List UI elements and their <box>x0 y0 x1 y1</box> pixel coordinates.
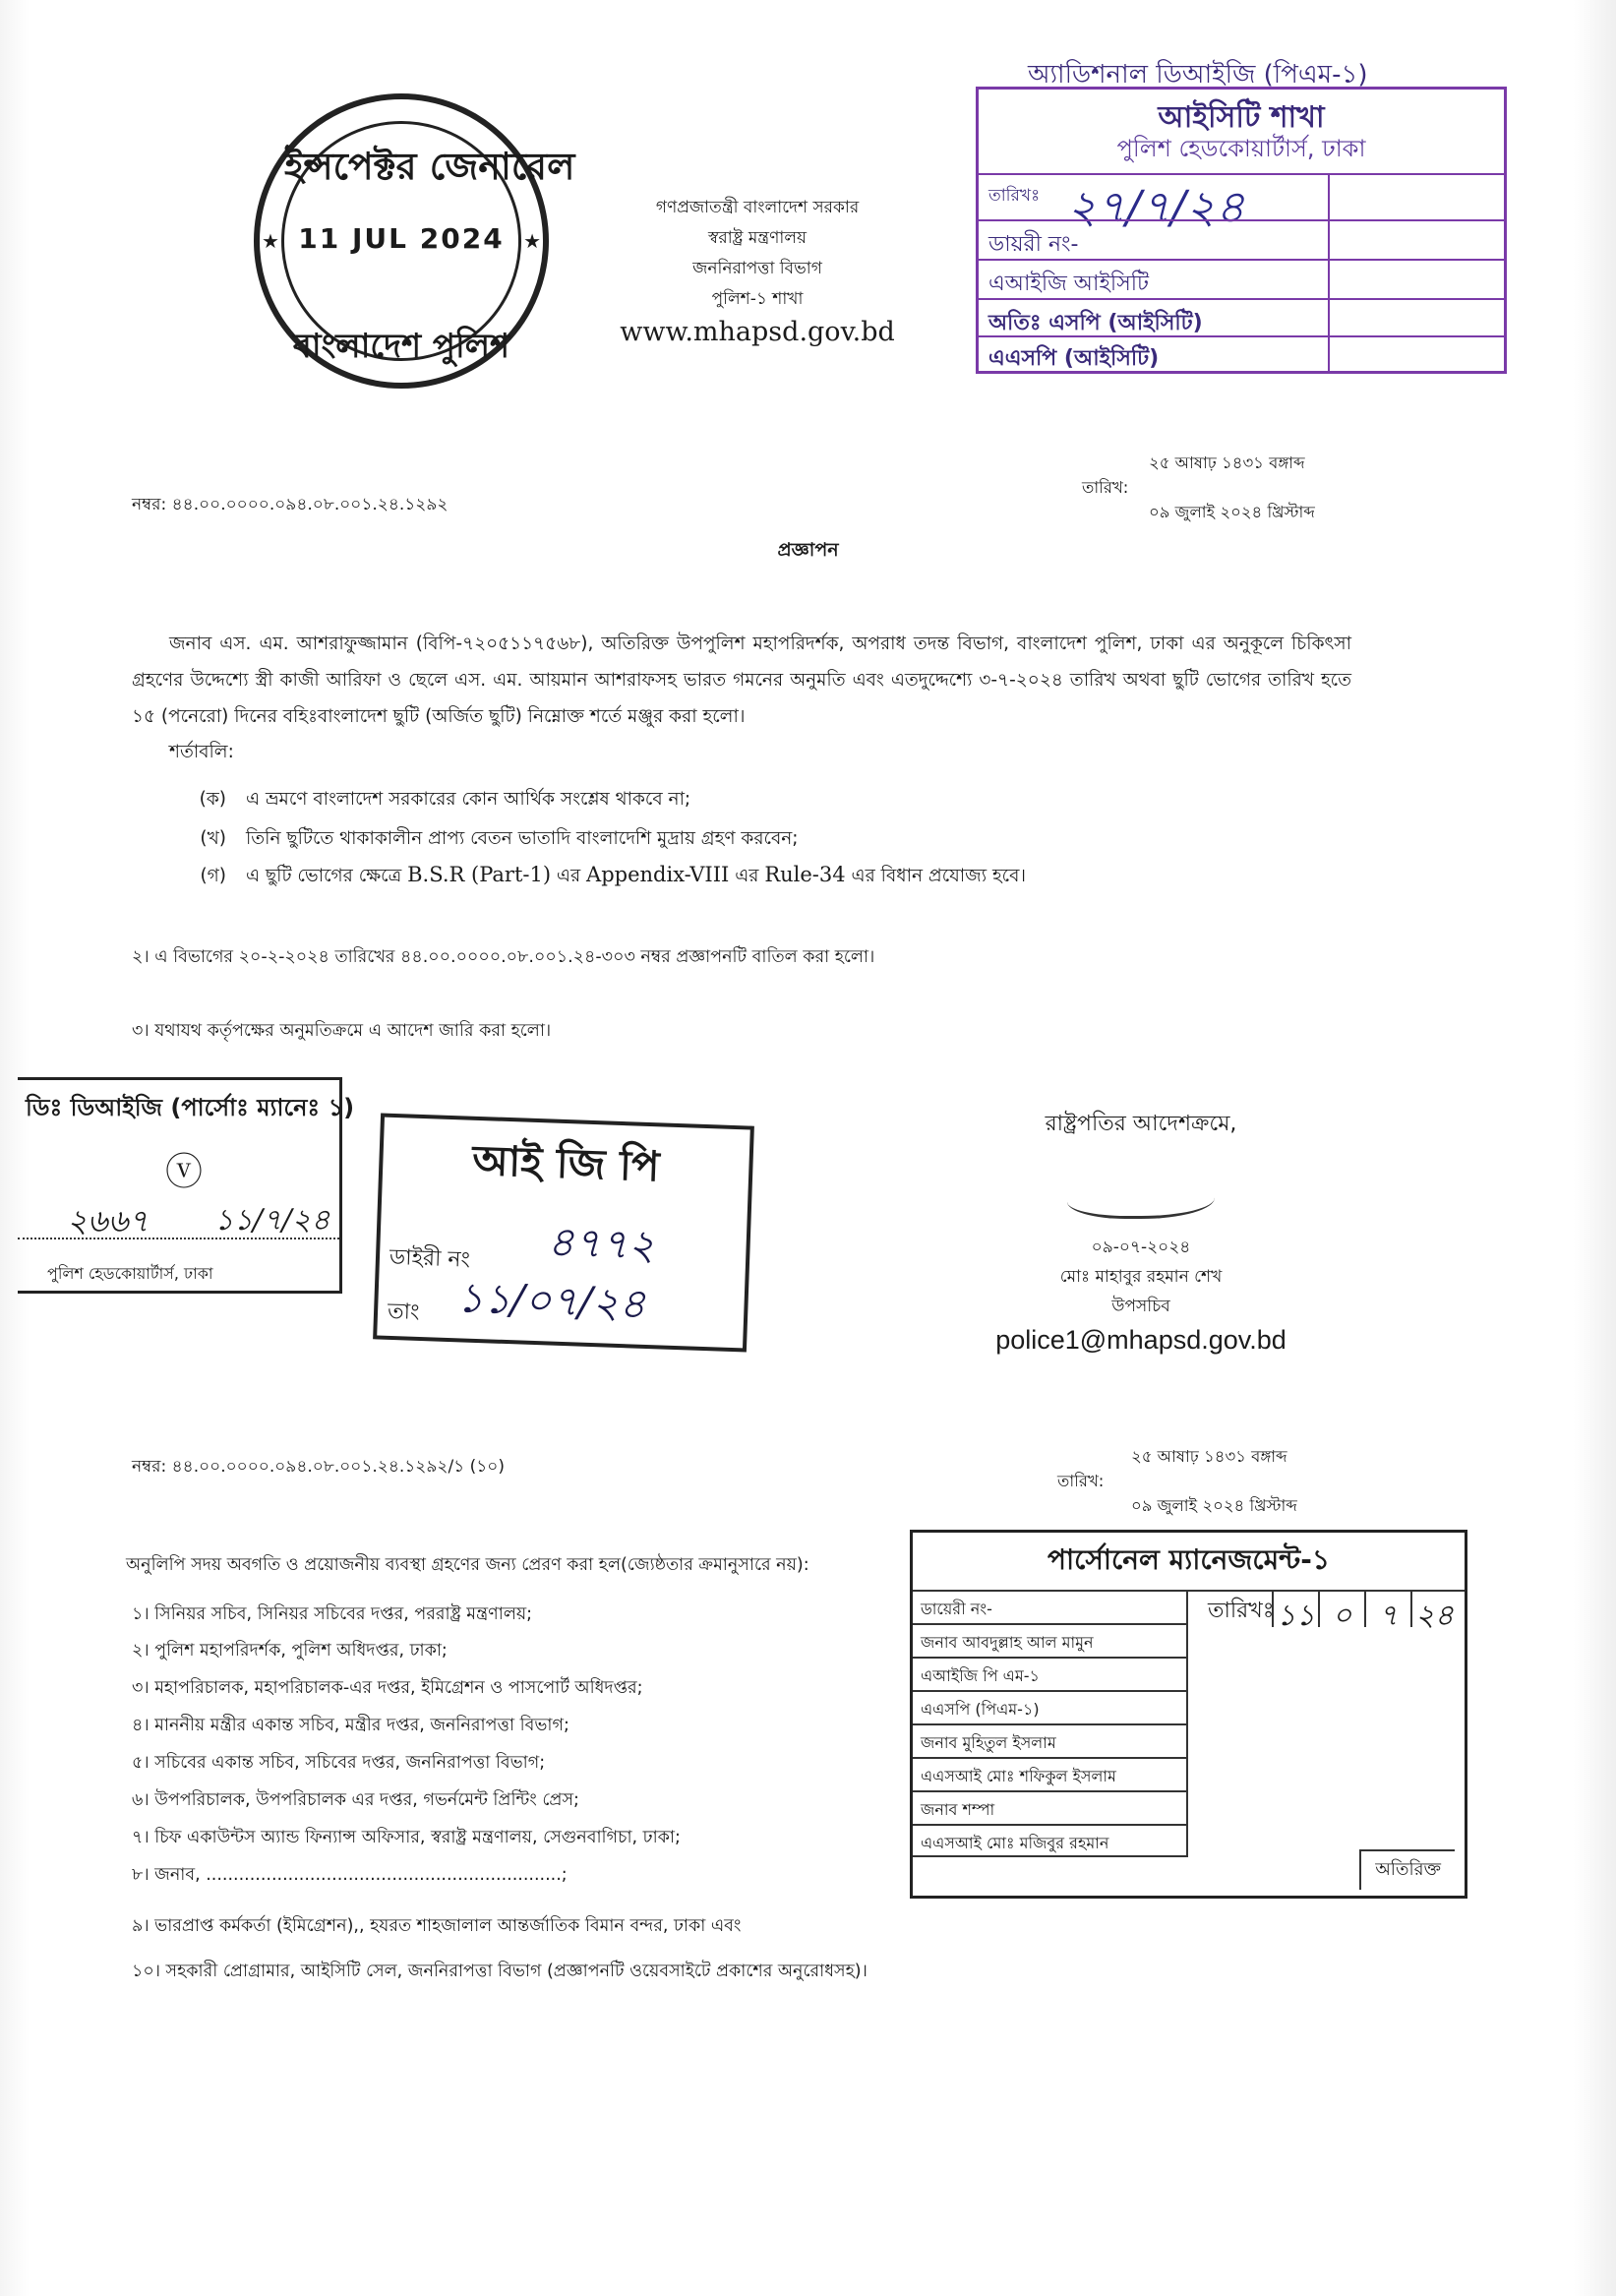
pm-stamp-row: এএসপি (পিএম-১) <box>913 1690 1188 1723</box>
pm-date-digit: ০ <box>1318 1592 1364 1627</box>
igp-diary-label: ডাইরী নং <box>389 1244 471 1273</box>
memo2-date-english: ০৯ জুলাই ২০২৪ খ্রিস্টাব্দ <box>1131 1496 1297 1515</box>
header-line: গণপ্রজাতন্ত্রী বাংলাদেশ সরকার <box>655 198 860 217</box>
memo2-date-label: তারিখ: <box>1057 1472 1105 1490</box>
receipt-row: এআইজি আইসিটি <box>988 272 1150 296</box>
distribution-item: ৫। সচিবের একান্ত সচিব, সচিবের দপ্তর, জননিরাপত্তা বিভাগ; <box>132 1753 546 1773</box>
igp-diary-handwritten: ৪৭৭২ <box>546 1217 656 1270</box>
pm-stamp-row: জনাব শম্পা <box>913 1790 1188 1824</box>
left-stamp-hand-date: ১১/৭/২৪ <box>214 1203 330 1238</box>
receipt-stamp-heading: অ্যাডিশনাল ডিআইজি (পিএম-১) <box>1028 60 1368 90</box>
memo-date-english: ০৯ জুলাই ২০২৪ খ্রিস্টাব্দ <box>1149 503 1315 521</box>
pm-extra-label: অতিরিক্ত <box>1359 1849 1455 1890</box>
condition-text: তিনি ছুটিতে থাকাকালীন প্রাপ্য বেতন ভাতাদি বাংলাদেশি মুদ্রায় গ্রহণ করবেন; <box>246 828 799 849</box>
memo2-date-bangla: ২৫ আষাঢ় ১৪৩১ বঙ্গাব্দ <box>1131 1447 1287 1466</box>
distribution-item: ৮। জনাব, .................................................................; <box>132 1865 568 1885</box>
receipt-stamp-title: আইসিটি শাখা <box>1158 100 1325 135</box>
receipt-diary-label: ডায়রী নং- <box>988 232 1079 257</box>
pm-stamp-row: জনাব আবদুল্লাহ আল মামুন <box>913 1623 1188 1657</box>
distribution-item: ২। পুলিশ মহাপরিদর্শক, পুলিশ অধিদপ্তর, ঢাকা; <box>132 1641 448 1661</box>
condition-key: (খ) <box>200 828 226 849</box>
distribution-item: ১। সিনিয়র সচিব, সিনিয়র সচিবের দপ্তর, পররাষ্ট্র মন্ত্রণালয়; <box>132 1604 533 1624</box>
igp-date-label: তাং <box>387 1299 420 1325</box>
igp-stamp-title: আই জি পি <box>471 1135 661 1191</box>
receipt-stamp-subtitle: পুলিশ হেডকোয়ার্টার্স, ঢাকা <box>1116 135 1366 162</box>
distribution-item: ৭। চিফ একাউন্টস অ্যান্ড ফিন্যান্স অফিসার, স্বরাষ্ট্র মন্ত্রণালয়, সেগুনবাগিচা, ঢাকা; <box>132 1828 681 1847</box>
pm-stamp-row: জনাব মুহিতুল ইসলাম <box>913 1723 1188 1757</box>
signature-email-link[interactable]: police1@mhapsd.gov.bd <box>995 1325 1287 1355</box>
seal-bottom-text: বাংলাদেশ পুলিশ <box>292 327 510 366</box>
memo-date-label: তারিখ: <box>1082 478 1129 497</box>
condition-item <box>157 824 799 855</box>
signature-name: মোঃ মাহাবুর রহমান শেখ <box>1059 1267 1223 1287</box>
pm-date-digit: ৭ <box>1364 1592 1410 1627</box>
igp-date-handwritten: ১১/০৭/২৪ <box>455 1273 647 1328</box>
left-stamp-footer: পুলিশ হেডকোয়ার্টার্স, ঢাকা <box>47 1264 213 1283</box>
condition-item <box>157 862 1026 892</box>
seal-top-text: ইন্সপেক্টর জেনারেল <box>284 145 575 188</box>
pm-stamp-row: ডায়েরী নং- <box>913 1590 1188 1623</box>
pm-date-label: তারিখঃ <box>1208 1599 1275 1623</box>
condition-text: এ ভ্রমণে বাংলাদেশ সরকারের কোন আর্থিক সংশ্লেষ থাকবে না; <box>246 789 691 810</box>
left-stamp-title: ডিঃ ডিআইজি (পার্সোঃ ম্যানেঃ ১) <box>26 1094 355 1121</box>
receipt-row: অতিঃ এসপি (আইসিটি) <box>988 311 1203 335</box>
personnel-management-stamp <box>910 1530 1467 1899</box>
police-seal <box>254 93 575 389</box>
igp-stamp <box>373 1113 754 1352</box>
notification-paragraph: জনাব এস. এম. আশরাফুজ্জামান (বিপি-৭২০৫১১৭৫৬৮), অতিরিক্ত উপপুলিশ মহাপরিদর্শক, অপরাধ তদন্ত বিভাগ, বাংলাদেশ পুলিশ, ঢাকা এর অনুকূলে চিকিৎসা গ্রহণের উদ্দেশ্যে স্ত্রী কাজী আরিফা ও ছেলে এস. এম. আয়মান আশরাফসহ ভারত গমনের অনুমতি এবং এতদুদ্দেশ্যে ৩-৭-২০২৪ তারিখ অথবা ছুটি ভোগের তারিখ হতে ১৫ (পনেরো) দিনের বহিঃবাংলাদেশ ছুটি (অর্জিত ছুটি) নিম্নোক্ত শর্তে মঞ্জুর করা হলো। <box>132 634 1351 727</box>
distribution-item: ৯। ভারপ্রাপ্ত কর্মকর্তা (ইমিগ্রেশন),, হযরত শাহজালাল আন্তর্জাতিক বিমান বন্দর, ঢাকা এবং <box>132 1916 742 1936</box>
pm-stamp-row: এএসআই মোঃ শফিকুল ইসলাম <box>913 1757 1188 1790</box>
receipt-row: এএসপি (আইসিটি) <box>988 346 1160 371</box>
pm-stamp-title: পার্সোনেল ম্যানেজমেন্ট-১ <box>1047 1543 1330 1576</box>
condition-rule-ref: Appendix-VIII <box>586 863 730 886</box>
copy-intro: অনুলিপি সদয় অবগতি ও প্রয়োজনীয় ব্যবস্থা গ্রহণের জন্য প্রেরণ করা হল(জ্যেষ্ঠতার ক্রমানুসারে নয়): <box>126 1555 809 1575</box>
header-line: পুলিশ-১ শাখা <box>711 289 804 309</box>
condition-text: এ ছুটি ভোগের ক্ষেত্রে <box>246 866 408 886</box>
star-icon: ★ <box>262 229 279 253</box>
distribution-item: ৬। উপপরিচালক, উপপরিচালক এর দপ্তর, গভর্নমেন্ট প্রিন্টিং প্রেস; <box>132 1790 579 1810</box>
condition-text: এর <box>729 866 765 886</box>
notification-title: প্রজ্ঞাপন <box>777 539 839 561</box>
condition-text: এর বিধান প্রযোজ্য হবে। <box>845 866 1027 886</box>
condition-rule-ref: Rule-34 <box>764 863 846 886</box>
memo-number: নম্বর: ৪৪.০০.০০০০.০৯৪.০৮.০০১.২৪.১২৯২ <box>132 495 449 514</box>
distribution-item: ৪। মাননীয় মন্ত্রীর একান্ত সচিব, মন্ত্রীর দপ্তর, জননিরাপত্তা বিভাগ; <box>132 1716 569 1735</box>
pm-stamp-row: এআইজি পি এম-১ <box>913 1657 1188 1690</box>
distribution-item: ১০। সহকারী প্রোগ্রামার, আইসিটি সেল, জননিরাপত্তা বিভাগ (প্রজ্ঞাপনটি ওয়েবসাইটে প্রকাশের অনুরোধসহ)। <box>132 1962 868 1981</box>
point-three: ৩। যথাযথ কর্তৃপক্ষের অনুমতিক্রমে এ আদেশ জারি করা হলো। <box>132 1021 552 1041</box>
point-two: ২। এ বিভাগের ২০-২-২০২৪ তারিখের ৪৪.০০.০০০০.০৮.০০১.২৪-৩০৩ নম্বর প্রজ্ঞাপনটি বাতিল করা হলো। <box>132 947 875 967</box>
pm-stamp-grid <box>913 1590 1188 1857</box>
signature-designation: উপসচিব <box>1111 1297 1170 1316</box>
personnel-dig-stamp <box>18 1077 355 1294</box>
seal-inner-ring <box>281 121 575 366</box>
signature-date: ০৯-০৭-২০২৪ <box>1091 1238 1191 1257</box>
government-header <box>610 193 905 347</box>
left-stamp-hand-number: ২৬৬৭ <box>67 1202 150 1239</box>
condition-key: (গ) <box>200 866 226 886</box>
seal-date: 11 JUL 2024 <box>298 222 505 255</box>
memo-date-bangla: ২৫ আষাঢ় ১৪৩১ বঙ্গাব্দ <box>1149 453 1305 472</box>
condition-text: এর <box>551 866 587 886</box>
distribution-item: ৩। মহাপরিচালক, মহাপরিচালক-এর দপ্তর, ইমিগ্রেশন ও পাসপোর্ট অধিদপ্তর; <box>132 1678 643 1698</box>
header-line: জননিরাপত্তা বিভাগ <box>692 259 822 278</box>
signature-block <box>944 1107 1338 1356</box>
signature-order: রাষ্ট্রপতির আদেশক্রমে, <box>1045 1112 1237 1136</box>
header-website-link[interactable]: www.mhapsd.gov.bd <box>620 317 895 347</box>
pm-date-digit: ২৪ <box>1410 1592 1457 1627</box>
memo2-number: নম্বর: ৪৪.০০.০০০০.০৯৪.০৮.০০১.২৪.১২৯২/১ (১০) <box>132 1457 505 1477</box>
condition-key: (ক) <box>199 789 226 810</box>
receipt-date-label: তারিখঃ <box>988 186 1041 206</box>
memo2-date-block <box>1057 1444 1297 1518</box>
receipt-date-handwritten: ২৭/৭/২৪ <box>1067 180 1245 233</box>
pm-stamp-row: এএসআই মোঃ মজিবুর রহমান <box>913 1824 1188 1857</box>
star-icon: ★ <box>523 229 541 253</box>
memo-date-block <box>1082 451 1315 524</box>
conditions-label: শর্তাবলি: <box>169 742 234 762</box>
pm-date-digit: ১১ <box>1272 1592 1318 1627</box>
pm-date-boxes <box>1272 1592 1457 1633</box>
condition-rule-ref: B.S.R (Part-1) <box>407 863 552 886</box>
header-line: স্বরাষ্ট্র মন্ত্রণালয় <box>708 228 807 248</box>
left-stamp-mark: ⓥ <box>165 1150 204 1193</box>
signature-scribble <box>1067 1177 1215 1219</box>
ict-receipt-stamp <box>976 87 1507 374</box>
condition-item <box>157 785 690 816</box>
